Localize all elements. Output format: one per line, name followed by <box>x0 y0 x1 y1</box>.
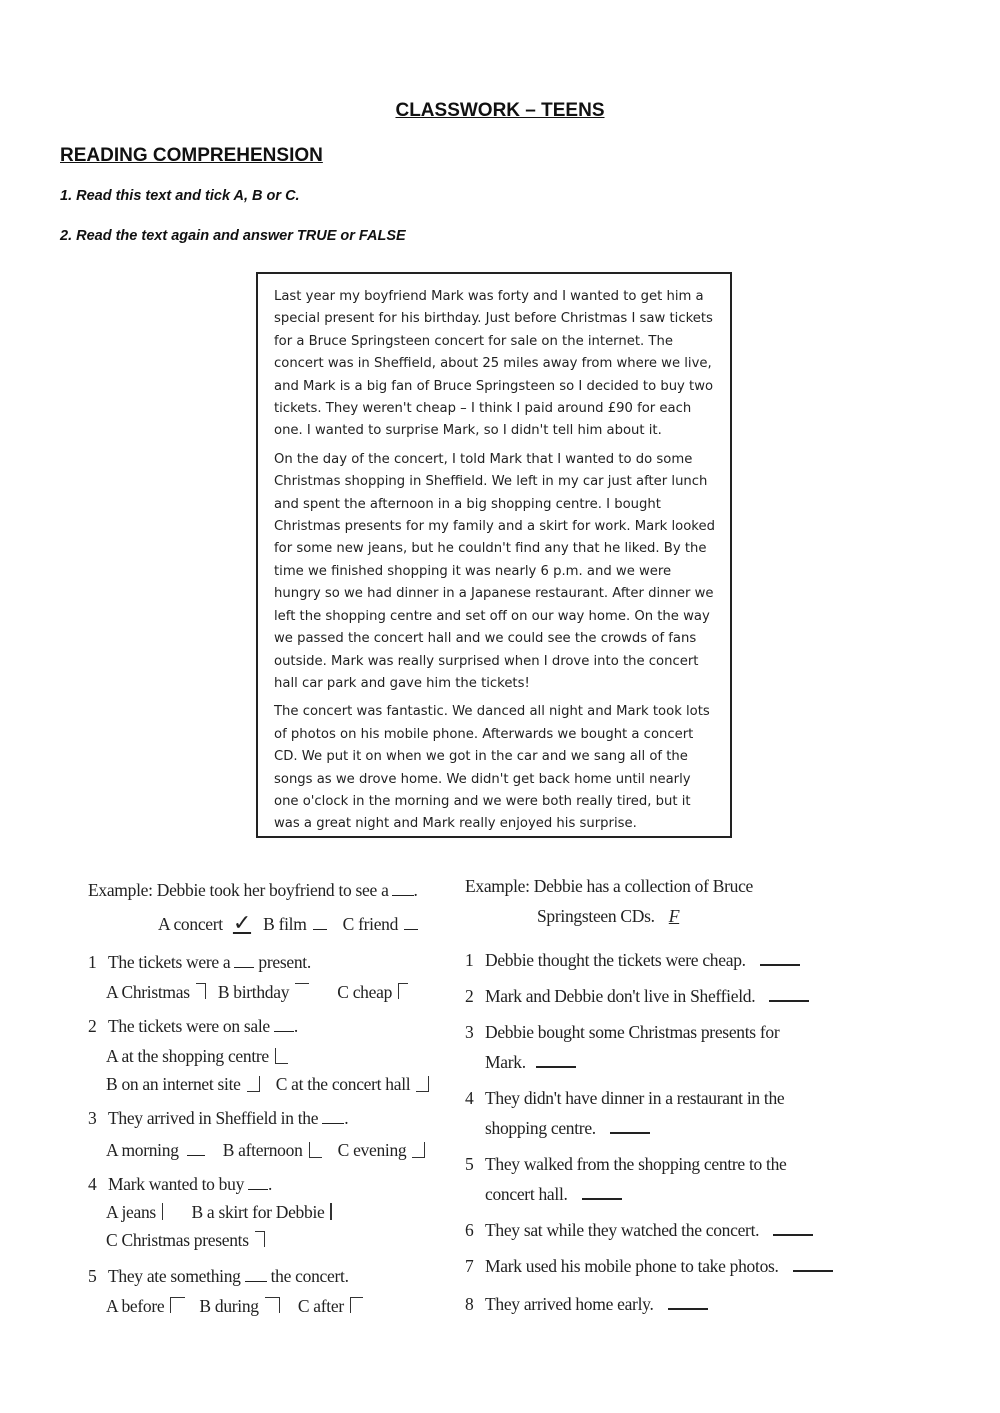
mc-question-5-options: A before B during C after <box>106 1296 363 1317</box>
answer-line[interactable] <box>582 1184 622 1200</box>
checkbox-c[interactable] <box>255 1231 265 1247</box>
tf-example: Example: Debbie has a collection of Bruce <box>465 876 754 896</box>
mc-question-2-option-a: A at the shopping centre <box>106 1046 288 1067</box>
mc-question-3: 3 They arrived in Sheffield in the . <box>88 1108 349 1128</box>
instruction-1: 1. Read this text and tick A, B or C. <box>60 188 300 204</box>
checkbox-blank[interactable] <box>404 915 418 930</box>
tf-item-6: 6 They sat while they watched the concert. <box>465 1220 813 1241</box>
tick-mark-icon: ✓ <box>232 910 252 935</box>
checkbox-a[interactable] <box>170 1297 185 1313</box>
checkbox-a[interactable] <box>187 1141 205 1156</box>
answer-line[interactable] <box>769 986 809 1002</box>
answer-line[interactable] <box>610 1118 650 1134</box>
tf-item-8: 8 They arrived home early. <box>465 1294 708 1315</box>
tf-item-3: 3 Debbie bought some Christmas presents for <box>465 1022 780 1042</box>
answer-line[interactable] <box>793 1256 833 1272</box>
mc-question-4-options-ab: A jeans B a skirt for Debbie <box>106 1202 332 1223</box>
mc-question-2-options-bc: B on an internet site C at the concert hall <box>106 1074 429 1095</box>
answer-line[interactable] <box>536 1052 576 1068</box>
mc-question-1-options: A Christmas B birthday C cheap <box>106 982 408 1003</box>
tf-example-answer: F <box>668 906 680 926</box>
checkbox-c[interactable] <box>412 1142 425 1158</box>
mc-example-stem: Example: Debbie took her boyfriend to see a . <box>88 880 418 900</box>
tf-item-4-line-2: shopping centre. <box>485 1118 650 1139</box>
mc-example-options: A concert ✓ B film C friend <box>158 910 418 936</box>
checkbox-b[interactable] <box>330 1203 332 1220</box>
checkbox-b[interactable] <box>247 1076 260 1092</box>
checkbox-b[interactable] <box>309 1142 322 1158</box>
instruction-2: 2. Read the text again and answer TRUE or FALSE <box>60 228 406 244</box>
checkbox-c[interactable] <box>398 983 408 999</box>
mc-question-1: 1 The tickets were a present. <box>88 952 311 972</box>
mc-question-2: 2 The tickets were on sale . <box>88 1016 298 1036</box>
reading-passage <box>256 272 732 838</box>
answer-line[interactable] <box>668 1294 708 1310</box>
passage-paragraph-1: Last year my boyfriend Mark was forty and I wanted to get him a special present for his birthday. Just before Christmas I saw tickets for a Bruce Springsteen concert for sale on the internet. The concert was in Sheffield, about 25 miles away from where we live, and Mark is a big fan of Bruce Springsteen so I decided to buy two tickets. They weren't cheap – I think I paid around £90 for each one. I wanted to surprise Mark, so I didn't tell him about it. <box>274 289 714 439</box>
checkbox-c[interactable] <box>350 1297 363 1313</box>
checkbox-c[interactable] <box>416 1076 429 1092</box>
checkbox-b[interactable] <box>295 983 309 999</box>
mc-question-5: 5 They ate something the concert. <box>88 1266 349 1286</box>
passage-paragraph-2: On the day of the concert, I told Mark that I wanted to do some Christmas shopping in Sheffield. We left in my car just after lunch and spent the afternoon in a big shopping centre. I bought Christmas presents for my family and a skirt for work. Mark looked for some new jeans, but he couldn't find any that he liked. By the time we finished shopping it was nearly 6 p.m. and we were hungry so we had dinner in a Japanese restaurant. After dinner we left the shopping centre and set off on our way home. On the way we passed the concert hall and we could see the crowds of fans outside. Mark was really surprised when I drove into the concert hall car park and gave him the tickets! <box>274 451 715 691</box>
checkbox-b[interactable] <box>265 1297 280 1313</box>
tf-item-5: 5 They walked from the shopping centre to the <box>465 1154 787 1174</box>
tf-example-line-2: Springsteen CDs. F <box>537 906 680 926</box>
mc-question-4: 4 Mark wanted to buy . <box>88 1174 273 1194</box>
mc-question-4-option-c: C Christmas presents <box>106 1230 265 1251</box>
answer-line[interactable] <box>773 1220 813 1236</box>
checkbox-a[interactable] <box>162 1203 164 1220</box>
tf-item-3-line-2: Mark. <box>485 1052 576 1073</box>
checkbox-a[interactable] <box>196 983 206 999</box>
page-title: CLASSWORK – TEENS <box>395 100 605 121</box>
section-heading: READING COMPREHENSION <box>60 145 323 166</box>
answer-line[interactable] <box>760 950 800 966</box>
tf-item-7: 7 Mark used his mobile phone to take photos. <box>465 1256 833 1277</box>
tf-item-1: 1 Debbie thought the tickets were cheap. <box>465 950 800 971</box>
checkbox-a[interactable] <box>275 1048 288 1064</box>
tf-item-2: 2 Mark and Debbie don't live in Sheffield. <box>465 986 809 1007</box>
checkbox-blank[interactable] <box>313 915 327 930</box>
tf-item-4: 4 They didn't have dinner in a restaurant in the <box>465 1088 785 1108</box>
mc-question-3-options: A morning B afternoon C evening <box>106 1140 425 1161</box>
passage-paragraph-3: The concert was fantastic. We danced all night and Mark took lots of photos on his mobile phone. Afterwards we bought a concert CD. We put it on when we got in the car and we sang all of the songs as we drove home. We didn't get back home until nearly one o'clock in the morning and we were both really tired, but it was a great night and Mark really enjoyed his surprise. <box>274 704 710 832</box>
tf-item-5-line-2: concert hall. <box>485 1184 622 1205</box>
